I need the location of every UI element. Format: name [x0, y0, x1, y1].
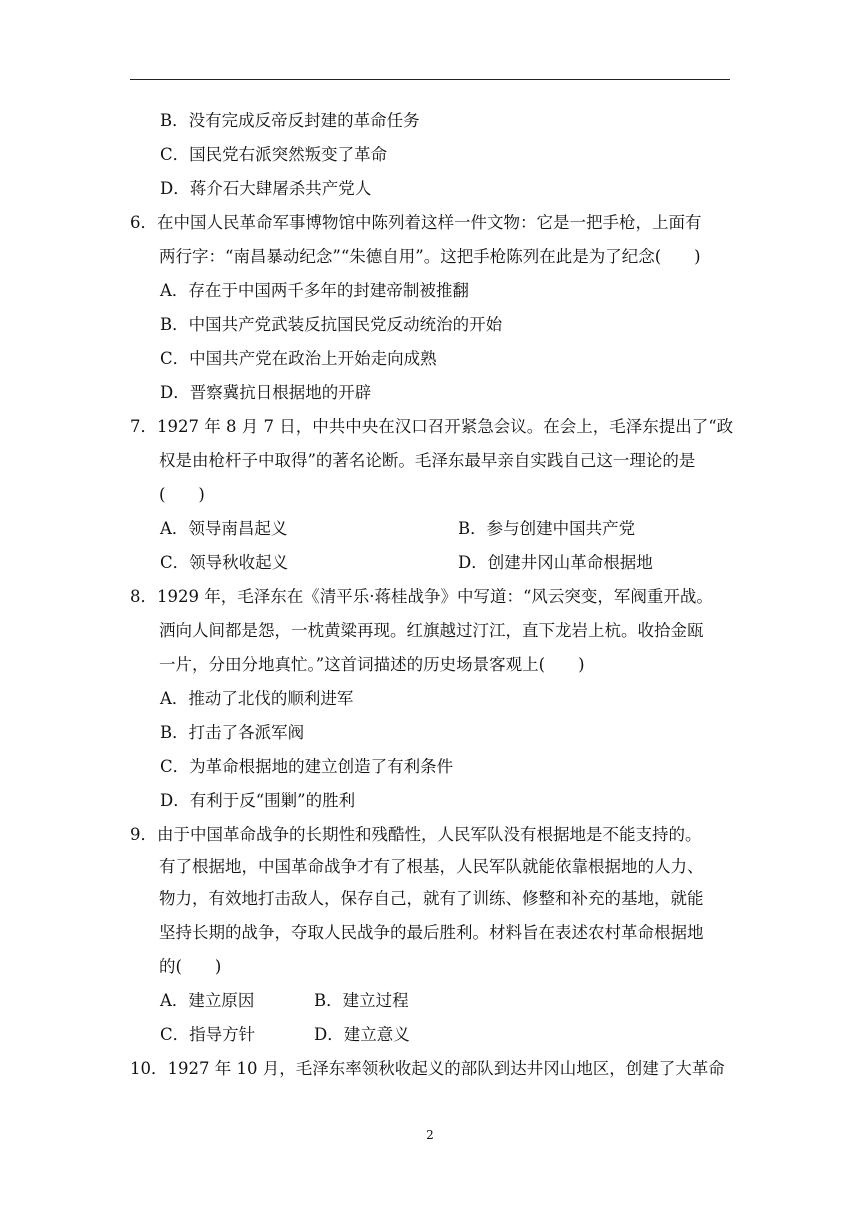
q8-option-d: D．有利于反“围剿”的胜利 — [160, 791, 356, 810]
q6-option-c: C．中国共产党在政治上开始走向成熟 — [160, 349, 437, 368]
q6-stem-line2: 两行字：“南昌暴动纪念”“朱德自用”。这把手枪陈列在此是为了纪念( ) — [159, 247, 701, 266]
q6-stem-line1: 6．在中国人民革命军事博物馆中陈列着这样一件文物：它是一把手枪，上面有 — [130, 213, 702, 232]
q9-stem-line3: 物力，有效地打击敌人，保存自己，就有了训练、修整和补充的基地，就能 — [159, 889, 704, 908]
q7-stem-line1: 7．1927 年 8 月 7 日，中共中央在汉口召开紧急会议。在会上，毛泽东提出了“政 — [130, 417, 734, 436]
q7-stem-line3: ( ) — [159, 485, 205, 504]
q8-option-b: B．打击了各派军阀 — [160, 723, 305, 742]
q5-option-b: B．没有完成反帝反封建的革命任务 — [160, 111, 420, 130]
q7-option-b: B．参与创建中国共产党 — [458, 519, 636, 538]
q9-stem-line2: 有了根据地，中国革命战争才有了根基，人民军队就能依靠根据地的人力、 — [159, 857, 704, 876]
q10-stem-line1: 10．1927 年 10 月，毛泽东率领秋收起义的部队到达井冈山地区，创建了大革命 — [130, 1059, 725, 1078]
q6-option-d: D．晋察冀抗日根据地的开辟 — [160, 383, 372, 402]
q9-stem-line4: 坚持长期的战争，夺取人民战争的最后胜利。材料旨在表述农村革命根据地 — [159, 923, 704, 942]
q5-option-c: C．国民党右派突然叛变了革命 — [160, 145, 388, 164]
q8-stem-line1: 8．1929 年，毛泽东在《清平乐·蒋桂战争》中写道：“风云突变，军阀重开战。 — [130, 587, 713, 606]
q9-option-a: A．建立原因 — [160, 991, 255, 1010]
q8-option-c: C．为革命根据地的建立创造了有利条件 — [160, 757, 454, 776]
q9-option-c: C．指导方针 — [160, 1025, 256, 1044]
q7-option-c: C．领导秋收起义 — [160, 553, 289, 572]
q7-stem-line2: 权是由枪杆子中取得”的著名论断。毛泽东最早亲自实践自己这一理论的是 — [159, 451, 696, 470]
q7-option-a: A．领导南昌起义 — [160, 519, 288, 538]
q8-stem-line2: 洒向人间都是怨，一枕黄粱再现。红旗越过汀江，直下龙岩上杭。收拾金瓯 — [159, 621, 704, 640]
q9-stem-line5: 的( ) — [159, 957, 222, 976]
q6-option-b: B．中国共产党武装反抗国民党反动统治的开始 — [160, 315, 503, 334]
q8-stem-line3: 一片，分田分地真忙。”这首词描述的历史场景客观上( ) — [159, 655, 585, 674]
q9-stem-line1: 9．由于中国革命战争的长期性和残酷性，人民军队没有根据地是不能支持的。 — [130, 825, 702, 844]
q5-option-d: D．蒋介石大肆屠杀共产党人 — [160, 179, 372, 198]
q8-option-a: A．推动了北伐的顺利进军 — [160, 689, 354, 708]
q9-option-b: B．建立过程 — [314, 991, 409, 1010]
q9-option-d: D．建立意义 — [314, 1025, 410, 1044]
header-rule — [130, 79, 730, 80]
q7-option-d: D．创建井冈山革命根据地 — [458, 553, 653, 572]
q6-option-a: A．存在于中国两千多年的封建帝制被推翻 — [160, 281, 469, 300]
page-number: 2 — [426, 1128, 434, 1142]
